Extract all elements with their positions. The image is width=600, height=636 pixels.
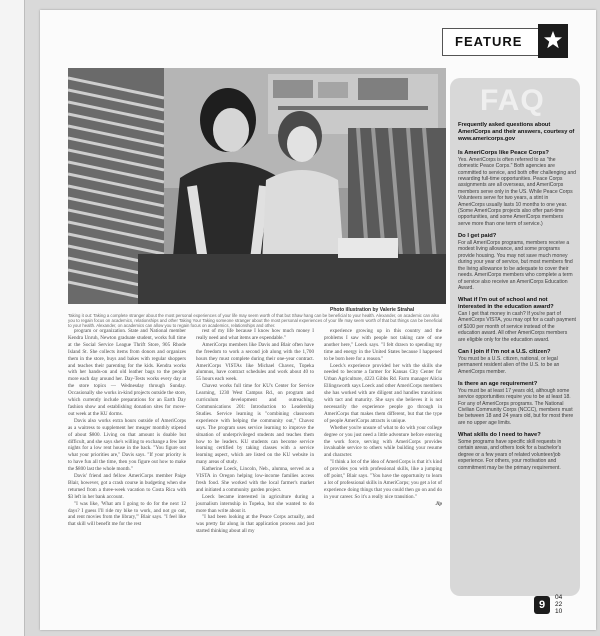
photo-credit: Photo illustration by Valerie Strahal [330,307,415,313]
faq-question: Do I get paid? [458,233,497,240]
article-paragraph: rest of my life because I know how much money I really need and what items are expendable." [196,328,314,341]
faq-list [458,144,576,471]
article-paragraph: "I think a lot of the idea of AmeriCorps is that it's kind of provides you with professional skills, like a jumping off point," Blair says. "You have the opportunity to learn a lot of professional skills in AmeriCorps; you get a lot of experience doing things that you could then go on and do in your career. So it's a really nice transition." [324,459,442,500]
faq-intro: Frequently asked questions about AmeriCorps and their answers, courtesy of www.americorps.gov [458,122,575,142]
faq-answer: Yes. AmeriCorps is often referred to as "the domestic Peace Corps." Both agencies are committed to service, and both offer challenging and rewarding full-time opportunities. Peace Corps assignments are all overseas, and AmeriCorps members serve only in the US. While Peace Corps Volunteers serve for two years, a stint in AmeriCorps usually lasts 10 months to one year. (Some AmeriCorps projects also offer part-time opportunities, and some AmeriCorps members serve more than one term of service.) [458,156,576,227]
article-paragraph: Chavez works full time for KU's Center for Service Learning, 1230 West Campus Rd., on program and curriculum development and outreaching. Communications 201: Introduction to Leadership Studies. Service learning is "combining classroom experience with helping the community out," Chavez says. The program uses service learning to improve the situation of underprivileged students and teaches them how to be leaders. KU students can become service learning certified by taking classes with a service learning aspect, which are listed on the KU website in many areas of study. [196,383,314,466]
faq-answer: Can I get that money in cash? If you're part of AmeriCorps VISTA, you may opt for a cash payment of $100 per month of service instead of the education award. All other AmeriCorps members are eligible only for the education award. [458,310,576,343]
star-icon [543,30,563,50]
article-column-1 [68,328,186,528]
issue-day: 22 [555,601,563,608]
section-badge [538,24,568,58]
article-paragraph: "I had been looking at the Peace Corps actually, and was pretty far along in that application process and just started thinking about all my [196,514,314,535]
adjacent-page-edge [0,0,25,636]
article-paragraph: "I was like, 'What am I going to do for the next 12 days? I guess I'll ride my bike to work, and not go out, and rent movies from the library,'" Blair says. "I feel like that skill will benefit me for the rest [68,500,186,528]
faq-question: Can I join if I'm not a U.S. citizen? [458,348,551,355]
article-paragraph: Loeck's experience provided her with the skills she needed to become a farmer for Kansas City Center for Urban Agriculture, 4223 Gibbs Rd. Farm manager Alicia Ellingsworth says Loeck and other AmeriCorps members she has worked with are diligent and handles transitions with tact and maturity. She says she believes it is not necessarily the experience people go through in AmeriCorps that makes them different, but that the type of people AmeriCorps attracts is unique. [324,362,442,424]
article-column-2 [196,328,314,535]
faq-answer: You must be at least 17 years old, although some service opportunities require you to be at least 18. For any of AmeriCorps programs. The National Civilian Community Corps (NCCC), members must be between 18 and 24 years old, but for most there are no upper age limits. [458,387,574,426]
issue-month: 04 [555,594,563,601]
article-column-3 [324,328,442,508]
section-label: FEATURE [455,34,523,49]
magazine-page [40,10,596,630]
article-paragraph: program or organization. State and National member Kendra Unruh, Newton graduate student, works full time at the Social Service League Thrift Store, 905 Rhode Island St. She collects items from donors and organizes them in the store, buys and bakes with regular shoppers and teaches their parenting for the kids. Kendra works with her hands-on and old leather bags to the people more each day around her. Day-Tests works every day at the store topics — Wednesday through Sunday. Occasionally she works in-kind projects outside the store, which currently include preparations for an Earth Day fashion show and establishing donation sites for move-out week at the KU dorms. [68,328,186,417]
faq-question: Is AmeriCorps like Peace Corps? [458,150,549,156]
faq-question: Is there an age requirement? [458,380,538,387]
article-body [68,328,446,618]
article-paragraph: Whether you're unsure of what to do with your college degree or you just need a little adventure before entering the work force, serving with AmeriCorps provides invaluable service to others while building your resume and character. [324,424,442,459]
article-paragraph: Katherine Loeck, Lincoln, Neb., alumna, served as a VISTA in Oregon helping low-income families access fresh food. She worked with the local farmer's market and initiated a community garden project. [196,466,314,493]
page-number: 9 [534,596,550,614]
issue-year: 10 [555,608,563,615]
section-tab [442,28,539,56]
photo-caption: Taking it out: Taking a complete stranger about the most personal experiences of your life may seem worth of that but Shaw hang can be beneficial to your health. Alexander, on academic can also you to regain focus on academics, relationships and other Taking Your Taking someone stranger about the most personal experiences of your life may seem worth of that but things can be beneficial to your health. Alexander, on academics can allow you to regain focus on academics, relationships and other. [68,313,443,328]
faq-answer: You must be a U.S. citizen, national, or legal permanent resident alien of the U.S. to be an AmeriCorps member. [458,355,560,375]
faq-question: What if I'm out of school and not interested in the education award? [458,297,554,311]
article-paragraph: Davis' friend and fellow AmeriCorps member Paige Blair, however, got a crash course in budgeting when she returned from a three-week vacation to Costa Rica with $3 left in her bank account. [68,473,186,500]
issue-date [555,594,562,615]
feature-photo [68,68,446,304]
faq-question: What skills do I need to have? [458,432,541,439]
article-paragraph: AmeriCorps members like Davis and Blair often have the freedom to work a second job along with the 1,700 hours they must complete during their one-year contract. AmeriCorps VISTAs like Michael Chavez, Topeka alumnus, have contract schedules and work about 40 to 55 hours each week. [196,341,314,383]
faq-answer: For all AmeriCorps programs, members receive a modest living allowance, and some programs provide housing. You may not save much money during your year of service, but most members find the living allowance to be adequate to cover their needs. AmeriCorps members who complete a term of service also receive an AmeriCorps Education Award. [458,240,573,291]
faq-answer: Some programs have specific skill requests in certain areas, and others look for a bachelor's degree or a few years of related volunteer/job experience. For others, your motivation and commitment may be the primary requirement. [458,438,562,471]
author-signoff: Jlp [435,500,442,507]
article-paragraph: Loeck became interested in agriculture during a journalism internship in Topeka, but she wanted to do more than write about it. [196,493,314,514]
faq-title: FAQ [480,84,545,117]
article-paragraph: experience growing up in this country and the problems I saw with people not taking care of one another here," Loeck says. "I felt drawn to spending my time and energy in the United States because I happened to be born here for a reason." [324,328,442,362]
faq-sidebar [450,78,580,596]
article-paragraph: Davis also works extra hours outside of AmeriCorps as a waitress to supplement her meager monthly stipend of about $800. Living on that amount is doable but difficult, and she says she's willing to exchange a few late nights for a low rent house in the back. "You figure out what your priorities are," Davis says. "If your priority is to have fun all the time, then you figure out how to make the $800 last the whole month." [68,417,186,473]
